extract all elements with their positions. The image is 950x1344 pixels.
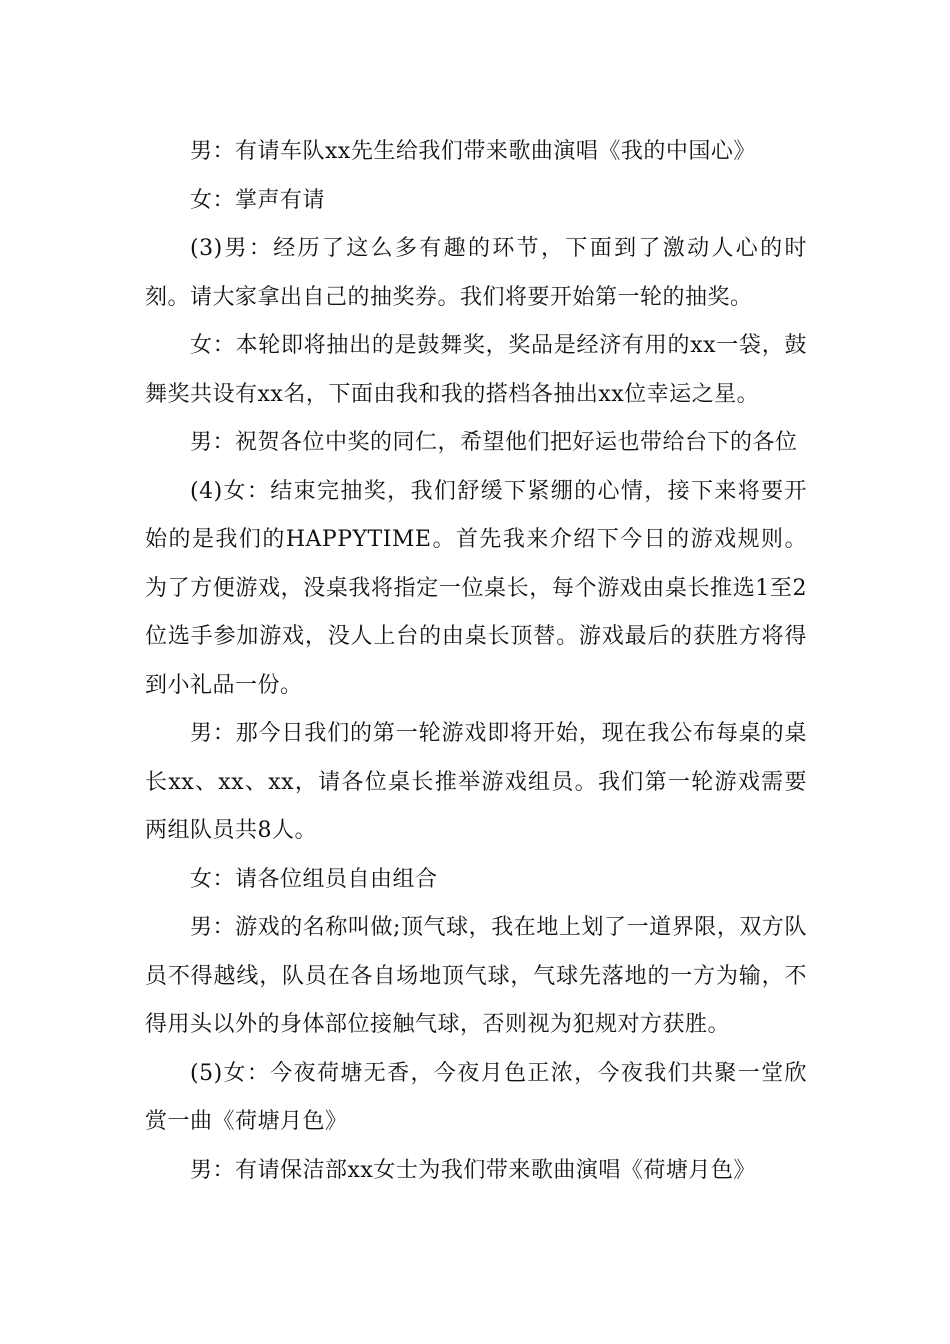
document-body bbox=[145, 128, 807, 1195]
paragraph-game-rules: (4)女：结束完抽奖，我们舒缓下紧绷的心情，接下来将要开始的是我们的HAPPYTIME。首先我来介绍下今日的游戏规则。为了方便游戏，没桌我将指定一位桌长，每个游戏由桌长推选1至2位选手参加游戏，没人上台的由桌长顶替。游戏最后的获胜方将得到小礼品一份。 bbox=[145, 478, 807, 698]
paragraph-lotus-moonlight: (5)女：今夜荷塘无香，今夜月色正浓，今夜我们共聚一堂欣赏一曲《荷塘月色》 bbox=[145, 1060, 807, 1134]
paragraph-female-applause: 女：掌声有请 bbox=[190, 187, 326, 213]
paragraph-male-invite-cleaner: 男：有请保洁部xx女士为我们带来歌曲演唱《荷塘月色》 bbox=[190, 1157, 756, 1183]
paragraph-lottery-intro: (3)男：经历了这么多有趣的环节，下面到了激动人心的时刻。请大家拿出自己的抽奖券。我们将要开始第一轮的抽奖。 bbox=[145, 236, 807, 310]
paragraph-free-grouping: 女：请各位组员自由组合 bbox=[190, 866, 438, 892]
paragraph-congratulations: 男：祝贺各位中奖的同仁，希望他们把好运也带给台下的各位 bbox=[190, 430, 798, 455]
paragraph-first-game: 男：那今日我们的第一轮游戏即将开始，现在我公布每桌的桌长xx、xx、xx，请各位桌长推举游戏组员。我们第一轮游戏需要两组队员共8人。 bbox=[145, 721, 807, 843]
paragraph-male-invite-singer: 男：有请车队xx先生给我们带来歌曲演唱《我的中国心》 bbox=[190, 139, 756, 164]
paragraph-encouragement-prize: 女：本轮即将抽出的是鼓舞奖，奖品是经济有用的xx一袋，鼓舞奖共设有xx名，下面由我和我的搭档各抽出xx位幸运之星。 bbox=[145, 333, 807, 407]
paragraph-balloon-game: 男：游戏的名称叫做;顶气球，我在地上划了一道界限，双方队员不得越线，队员在各自场地顶气球，气球先落地的一方为输，不得用头以外的身体部位接触气球，否则视为犯规对方获胜。 bbox=[145, 915, 807, 1037]
